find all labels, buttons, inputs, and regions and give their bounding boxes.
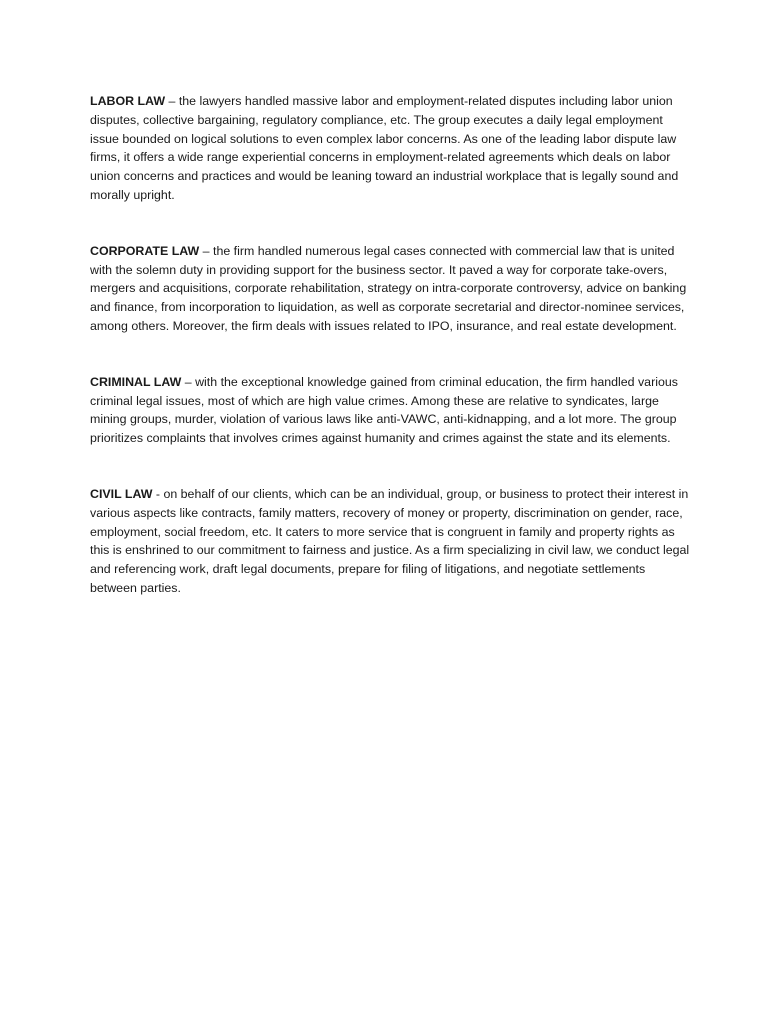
section-body: the firm handled numerous legal cases connected with commercial law that is united with the solemn duty in providing support for the business sector. It paved a way for corporate take-overs, mergers and acquisitions, corporate rehabilitation, strategy on intra-corporate controversy, advice on banking and finance, from incorporation to liquidation, as well as corporate secretarial and director-nominee services, among others. Moreover, the firm deals with issues related to IPO, insurance, and real estate development. bbox=[90, 243, 687, 333]
section-body: the lawyers handled massive labor and employment-related disputes including labor union disputes, collective bargaining, regulatory compliance, etc. The group executes a daily legal employment issue bounded on logical solutions to even complex labor concerns. As one of the leading labor dispute law firms, it offers a wide range experiential concerns in employment-related agreements which deals on labor union concerns and practices and would be leaning toward an industrial workplace that is legally sound and morally upright. bbox=[90, 94, 679, 202]
section-corporate-law bbox=[90, 242, 690, 336]
section-separator: – bbox=[165, 94, 179, 108]
section-separator: – bbox=[199, 243, 213, 258]
section-body: with the exceptional knowledge gained from criminal education, the firm handled various criminal legal issues, most of which are high value crimes. Among these are relative to syndicates, large mining groups, murder, violation of various laws like anti-VAWC, anti-kidnapping, and a lot more. The group prioritizes complaints that involves crimes against humanity and crimes against the state and its elements. bbox=[90, 374, 678, 446]
section-civil-law bbox=[90, 485, 690, 598]
section-heading: CIVIL LAW bbox=[90, 486, 153, 501]
section-criminal-law bbox=[90, 373, 690, 448]
section-heading: LABOR LAW bbox=[90, 94, 166, 108]
section-heading: CRIMINAL LAW bbox=[90, 374, 182, 389]
document-page bbox=[90, 92, 690, 635]
section-heading: CORPORATE LAW bbox=[90, 243, 200, 258]
section-body: on behalf of our clients, which can be an individual, group, or business to protect their interest in various aspects like contracts, family matters, recovery of money or property, discrimination on gender, race, employment, social freedom, etc. It caters to more service that is congruent in family and property rights as this is enshrined to our commitment to fairness and justice. As a firm specializing in civil law, we conduct legal and referencing work, draft legal documents, prepare for filing of litigations, and negotiate settlements between parties. bbox=[90, 486, 690, 595]
section-labor-law bbox=[90, 92, 690, 205]
section-separator: – bbox=[181, 374, 196, 389]
section-separator: - bbox=[152, 486, 164, 501]
